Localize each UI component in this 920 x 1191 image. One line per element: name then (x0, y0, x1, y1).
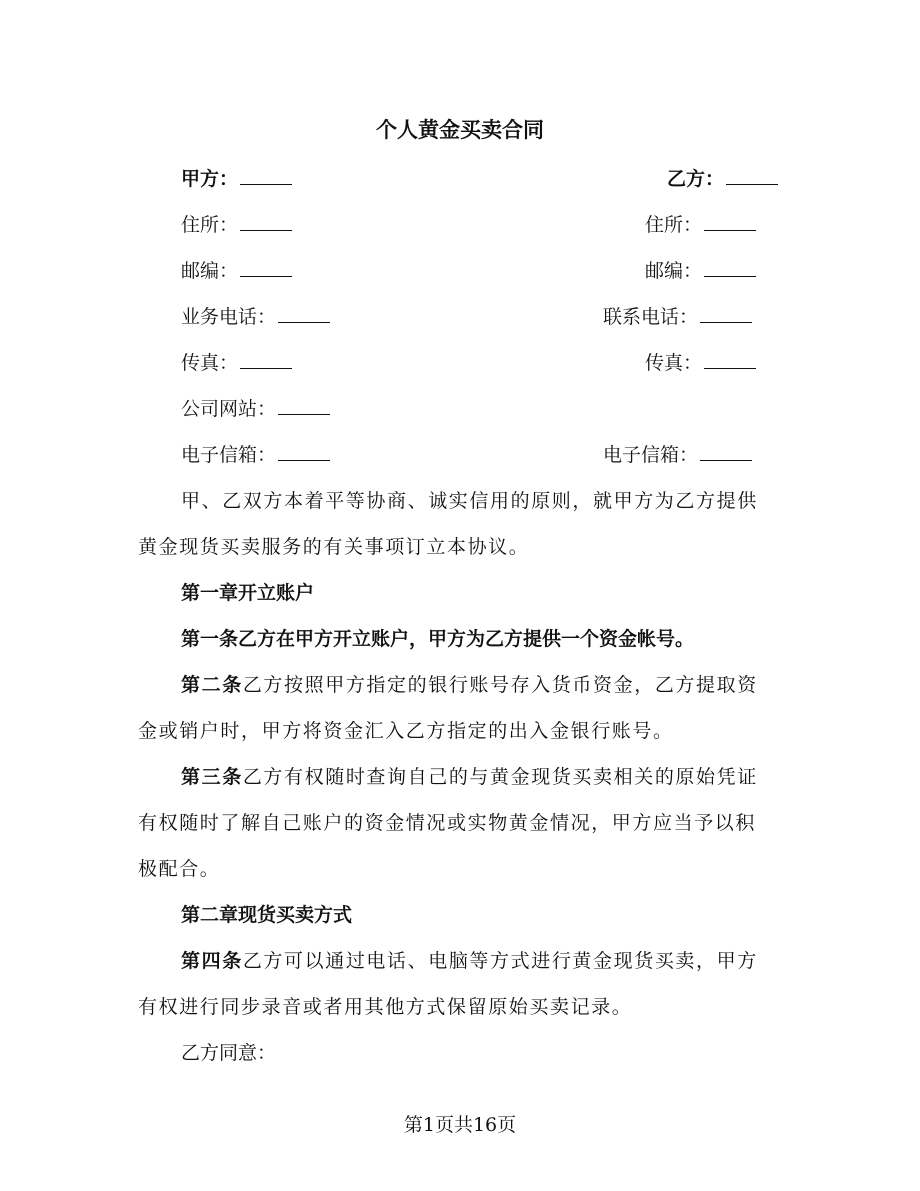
party-b-phone-label: 联系电话： (603, 306, 699, 328)
party-a-name-label: 甲方： (181, 168, 239, 190)
party-a-website-label: 公司网站： (181, 398, 277, 420)
party-a-postcode (181, 258, 292, 284)
chapter-1-heading: 第一章开立账户 (181, 582, 315, 604)
party-b-name-blank (726, 166, 778, 185)
article-3-line-1 (181, 764, 758, 790)
party-b-phone (603, 304, 752, 330)
party-b-address-blank (704, 212, 756, 231)
party-b-fax-blank (704, 350, 756, 369)
party-a-email-label: 电子信箱： (181, 444, 277, 466)
party-b-address-label: 住所： (645, 214, 703, 236)
article-2-text-1: 乙方按照甲方指定的银行账号存入货币资金，乙方提取资 (242, 674, 758, 696)
article-3-line-3: 极配合。 (138, 858, 221, 880)
party-a-postcode-label: 邮编： (181, 260, 239, 282)
page-number-footer: 第1页共16页 (403, 1114, 517, 1136)
contract-title: 个人黄金买卖合同 (376, 117, 544, 142)
party-b-email-blank (700, 442, 752, 461)
article-2-label: 第二条 (181, 674, 243, 696)
intro-line-2: 黄金现货买卖服务的有关事项订立本协议。 (138, 536, 530, 558)
article-4-label: 第四条 (181, 950, 243, 972)
chapter-2-heading: 第二章现货买卖方式 (181, 904, 353, 926)
party-a-name-blank (240, 166, 292, 185)
party-b-fax (645, 350, 756, 376)
article-2-line-2: 金或销户时，甲方将资金汇入乙方指定的出入金银行账号。 (138, 720, 674, 742)
party-b-postcode-label: 邮编： (645, 260, 703, 282)
party-a-phone-label: 业务电话： (181, 306, 277, 328)
article-4-text-1: 乙方可以通过电话、电脑等方式进行黄金现货买卖，甲方 (242, 950, 758, 972)
article-3-line-2: 有权随时了解自己账户的资金情况或实物黄金情况，甲方应当予以积 (138, 812, 757, 834)
party-b-address (645, 212, 756, 238)
party-b-name (667, 166, 778, 192)
party-b-postcode (645, 258, 756, 284)
party-a-fax-label: 传真： (181, 352, 239, 374)
article-2-line-1 (181, 672, 758, 698)
article-3-text-1: 乙方有权随时查询自己的与黄金现货买卖相关的原始凭证 (242, 766, 758, 788)
article-1: 第一条乙方在甲方开立账户，甲方为乙方提供一个资金帐号。 (181, 628, 695, 650)
party-a-postcode-blank (240, 258, 292, 277)
party-a-address-label: 住所： (181, 214, 239, 236)
intro-line-1: 甲、乙双方本着平等协商、诚实信用的原则，就甲方为乙方提供 (181, 490, 758, 512)
party-b-name-label: 乙方： (667, 168, 725, 190)
article-4-line-1 (181, 948, 758, 974)
party-a-website (181, 396, 330, 422)
party-a-website-blank (278, 396, 330, 415)
party-a-phone (181, 304, 330, 330)
party-a-email (181, 442, 330, 468)
party-b-email (603, 442, 752, 468)
party-b-postcode-blank (704, 258, 756, 277)
party-b-fax-label: 传真： (645, 352, 703, 374)
party-a-address-blank (240, 212, 292, 231)
party-a-fax (181, 350, 292, 376)
party-a-name (181, 166, 292, 192)
party-a-phone-blank (278, 304, 330, 323)
party-a-address (181, 212, 292, 238)
article-3-label: 第三条 (181, 766, 243, 788)
article-4-line-2: 有权进行同步录音或者用其他方式保留原始买卖记录。 (138, 996, 633, 1018)
party-b-email-label: 电子信箱： (603, 444, 699, 466)
party-b-phone-blank (700, 304, 752, 323)
party-b-consent: 乙方同意： (181, 1042, 277, 1064)
party-a-fax-blank (240, 350, 292, 369)
party-a-email-blank (278, 442, 330, 461)
